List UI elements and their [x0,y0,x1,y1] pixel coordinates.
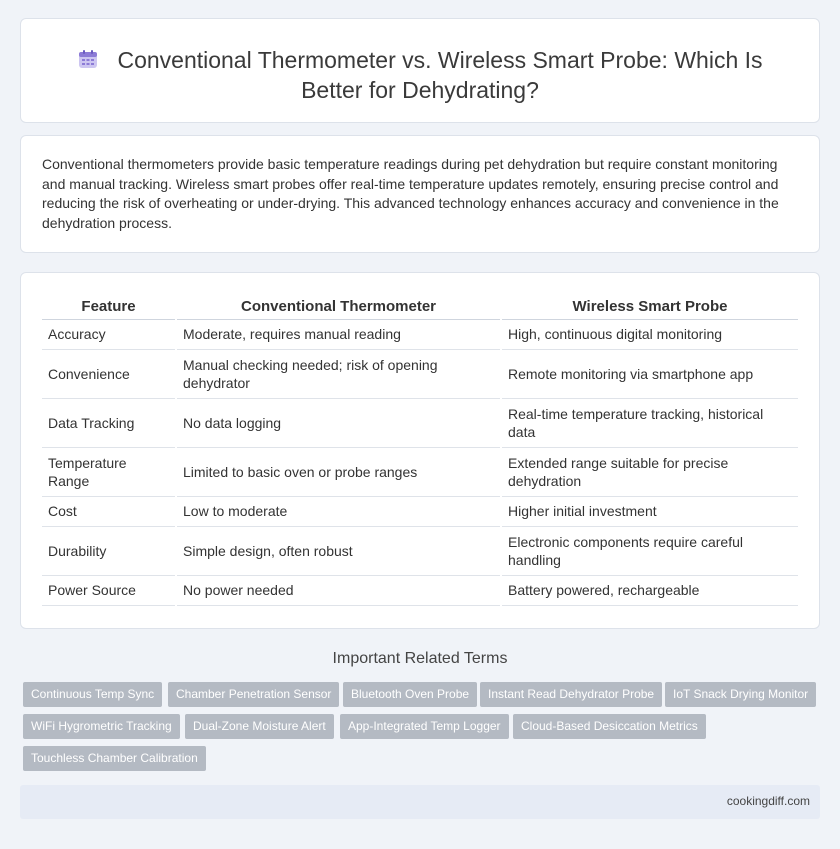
related-term-tag[interactable]: Chamber Penetration Sensor [168,682,339,707]
conventional-cell: Limited to basic oven or probe ranges [176,447,501,496]
feature-cell: Data Tracking [42,398,176,447]
feature-cell: Durability [42,526,176,575]
table-row [42,575,798,605]
feature-cell: Temperature Range [42,447,176,496]
title-line-2: Better for Dehydrating? [301,77,539,103]
wireless-cell: Remote monitoring via smartphone app [501,349,798,398]
related-term-tag[interactable]: WiFi Hygrometric Tracking [23,714,180,739]
related-term-tag[interactable]: Instant Read Dehydrator Probe [480,682,662,707]
related-term-tag[interactable]: Bluetooth Oven Probe [343,682,477,707]
table-row [42,526,798,575]
related-term-tag[interactable]: Dual-Zone Moisture Alert [185,714,334,739]
page-title [21,45,819,105]
feature-cell: Accuracy [42,319,176,349]
related-term-tag[interactable]: App-Integrated Temp Logger [340,714,509,739]
header-feature: Feature [42,295,176,319]
wireless-cell: High, continuous digital monitoring [501,319,798,349]
footer-site-link[interactable]: cookingdiff.com [726,794,810,808]
related-term-tag[interactable]: Touchless Chamber Calibration [23,746,206,771]
title-wrap [21,45,819,105]
footer [20,785,820,819]
table-row [42,398,798,447]
table-row [42,349,798,398]
wireless-cell: Higher initial investment [501,496,798,526]
wireless-cell: Electronic components require careful handling [501,526,798,575]
wireless-cell: Real-time temperature tracking, historical data [501,398,798,447]
conventional-cell: Simple design, often robust [176,526,501,575]
intro-card [20,135,820,253]
related-term-tag[interactable]: Cloud-Based Desiccation Metrics [513,714,706,739]
header-conventional: Conventional Thermometer [176,295,501,319]
title-card [20,18,820,123]
conventional-cell: Manual checking needed; risk of opening dehydrator [176,349,501,398]
table-row [42,319,798,349]
conventional-cell: No data logging [176,398,501,447]
conventional-cell: Low to moderate [176,496,501,526]
intro-paragraph: Conventional thermometers provide basic temperature readings during pet dehydration but require constant monitoring and manual tracking. Wireless smart probes offer real-time temperature updates remotely, ensuring precise control and reducing the risk of overheating or under-drying. This advanced technology enhances accuracy and convenience in the dehydration process. [42,156,779,231]
wireless-cell: Battery powered, rechargeable [501,575,798,605]
feature-cell: Cost [42,496,176,526]
conventional-cell: Moderate, requires manual reading [176,319,501,349]
related-terms-title: Important Related Terms [332,650,508,667]
related-term-tag[interactable]: IoT Snack Drying Monitor [665,682,816,707]
title-line-1: Conventional Thermometer vs. Wireless Smart Probe: Which Is [117,47,763,73]
feature-cell: Power Source [42,575,176,605]
conventional-cell: No power needed [176,575,501,605]
wireless-cell: Extended range suitable for precise dehydration [501,447,798,496]
table-header-row [42,295,798,319]
comparison-table [42,295,798,606]
table-row [42,447,798,496]
header-wireless: Wireless Smart Probe [501,295,798,319]
calendar-icon [77,48,99,70]
comparison-card [20,272,820,629]
table-row [42,496,798,526]
feature-cell: Convenience [42,349,176,398]
related-term-tag[interactable]: Continuous Temp Sync [23,682,162,707]
